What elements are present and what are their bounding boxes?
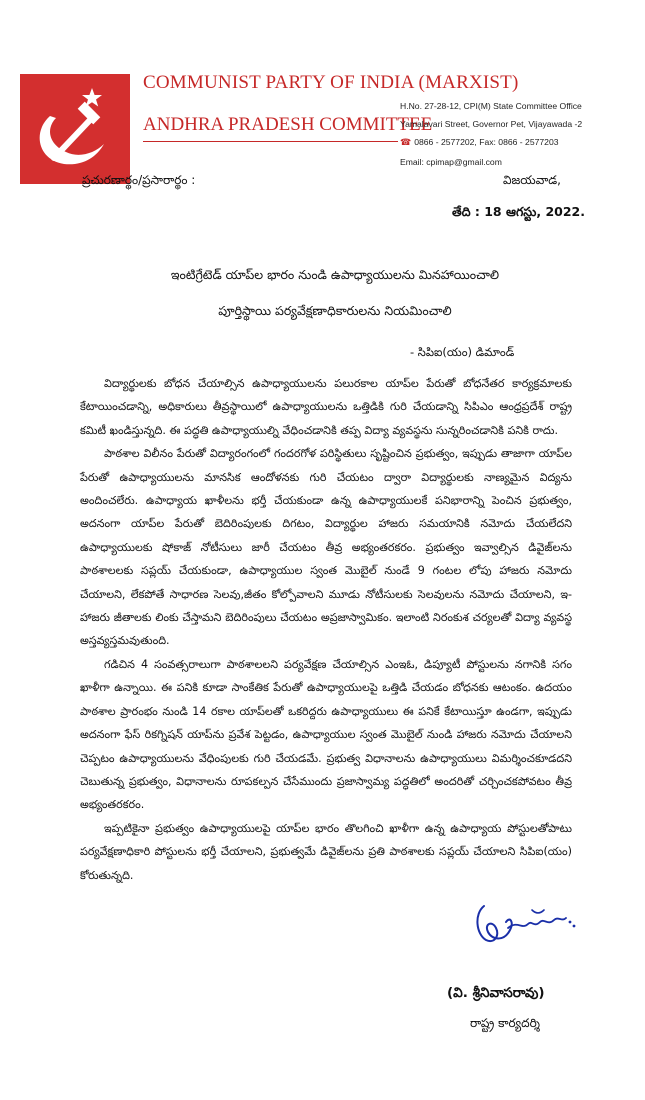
phone-fax-text: 0866 - 2577202, Fax: 0866 - 2577203	[414, 137, 559, 147]
signatory-name: (వి. శ్రీనివాసరావు)	[447, 985, 545, 1001]
release-body	[80, 372, 572, 887]
letterhead-divider	[143, 141, 398, 142]
phone-fax-line	[400, 137, 559, 148]
telephone-icon: ☎	[400, 137, 412, 147]
headline-line-2: పూర్తిస్థాయి పర్యవేక్షణాధికారులను నియమించాలి	[218, 303, 452, 318]
headline-byline: - సిపిఐ(యం) డిమాండ్	[410, 345, 515, 359]
hammer-sickle-star-icon	[20, 74, 130, 184]
headline-line-1: ఇంటిగ్రేటెడ్ యాప్‌ల భారం నుండి ఉపాధ్యాయులను మినహాయించాలి	[170, 267, 500, 282]
signatory-title: రాష్ట్ర కార్యదర్శి	[470, 1016, 540, 1030]
city-name: విజయవాడ,	[502, 173, 561, 187]
body-paragraph-4: ఇప్పటికైనా ప్రభుత్వం ఉపాధ్యాయులపై యాప్‌ల భారం తొలగించి ఖాళీగా ఉన్న ఉపాధ్యాయ పోస్టులతోపాటు పర్యవేక్షణాధికారి పోస్టులను భర్తీ చేయాలని, ప్రభుత్వమే డివైజ్‌లను ప్రతి పాఠశాలకు సప్లయ్ చేయాలని సిపిఐ(యం) కోరుతున్నది.	[80, 821, 572, 882]
handwritten-signature-icon	[470, 900, 580, 950]
body-paragraph-1: విద్యార్థులకు బోధన చేయాల్సిన ఉపాధ్యాయులను పలురకాల యాప్‌ల పేరుతో బోధనేతర కార్యక్రమాలకు కేటాయించడాన్ని, అధికారులు తీవ్రస్థాయిలో ఉపాధ్యాయులను ఒత్తిడికి గురి చేయడాన్ని సిపిఎం ఆంధ్రప్రదేశ్ రాష్ట్ర కమిటీ ఖండిస్తున్నది. ఈ పద్ధతి ఉపాధ్యాయుల్ని వేధించడానికి తప్ప విద్యా వ్యవస్థను సున్నరించడానికి పనికి రాదు.	[80, 377, 572, 437]
address-line-1: H.No. 27-28-12, CPI(M) State Committee Office	[400, 101, 582, 111]
address-line-2: Yamalavari Street, Governor Pet, Vijayawada -2	[400, 119, 583, 129]
body-paragraph-3: గడిచిన 4 సంవత్సరాలుగా పాఠశాలలని పర్యవేక్షణ చేయాల్సిన ఎంఇఓ, డిప్యూటీ పోస్టులను నగానికి సగం ఖాళీగా ఉన్నాయి. ఈ పనికి కూడా సాంకేతిక పేరుతో ఉపాధ్యాయులపై ఒత్తిడి చేయడం బోధనకు ఆటంకం. ఉదయం పాఠశాల ప్రారంభం నుండి 14 రకాల యాప్‌లతో ఒకరిద్దరు ఉపాధ్యాయులు ఈ పనికే కేటాయిస్తూ ఉండగా, ఇప్పుడు అదనంగా ఫేస్ రికగ్నిషన్ యాప్‌ను ప్రవేశ పెట్టడం, ఉపాధ్యాయుల స్వంత మొబైల్ నుండి హాజరు నమోదు చేయాలని చెప్పటం ఉపాధ్యాయులను వేధింపులకు గురి చేయడమే. ప్రభుత్వ విధానాలను ఉపాధ్యాయులు విమర్శించకూడదని చెబుతున్న ప్రభుత్వం, విధానాలను రూపకల్పన చేసేముందు ప్రజాస్వామ్య పద్ధతిలో అందరితో చర్చించకపోవటం తీవ్ర అభ్యంతరకరం.	[80, 657, 572, 812]
reference-label: ప్రచురణార్థం/ప్రసారార్థం :	[82, 173, 196, 187]
release-date: తేది : 18 ఆగస్టు, 2022.	[451, 204, 585, 219]
committee-name: ANDHRA PRADESH COMMITTEE	[143, 114, 433, 135]
body-paragraph-2: పాఠశాల విలీనం పేరుతో విద్యారంగంలో గందరగోళ పరిస్థితులు సృష్టించిన ప్రభుత్వం, ఇప్పుడు తాజాగా యాప్‌ల పేరుతో ఉపాధ్యాయులను మానసిక ఆందోళనకు గురి చేయటం ద్వారా విద్యార్థులకు నాణ్యమైన విద్యను అందించలేరు. ఉపాధ్యాయ ఖాళీలను భర్తీ చేయకుండా ఉన్న ఉపాధ్యాయులకే పనిభారాన్ని పెంచిన ప్రభుత్వం, అదనంగా యాప్‌ల పేరుతో బెదిరింపులకు దిగటం, విద్యార్థుల హాజరు సమయానికి నమోదు చేయలేదని ఉపాధ్యాయులకు షోకాజ్ నోటీసులు జారీ చేయటం తీవ్ర అభ్యంతరకరం. ప్రభుత్వం ఇవ్వాల్సిన డివైజ్‌లను పాఠశాలలకు సప్లయ్ చేయకుండా, ఉపాధ్యాయుల స్వంత మొబైల్ నుండే 9 గంటల లోపు హాజరు నమోదు చేయాలని, లేకపోతే సాధారణ సెలవు,జీతం కోల్పోవాలని మూడు నోటీసులకు సెలవులను నమోదు చేయాలని, ఇ-హాజరు జీతాలకు లింకు చేస్తామని బెదిరింపులు చేయటం అప్రజాస్వామికం. ఇలాంటి నిరంకుశ చర్యలతో విద్యా వ్యవస్థ అస్తవ్యస్తమవుతుంది.	[80, 447, 572, 648]
party-name: COMMUNIST PARTY OF INDIA (MARXIST)	[143, 72, 519, 93]
email-line: Email: cpimap@gmail.com	[400, 157, 502, 167]
